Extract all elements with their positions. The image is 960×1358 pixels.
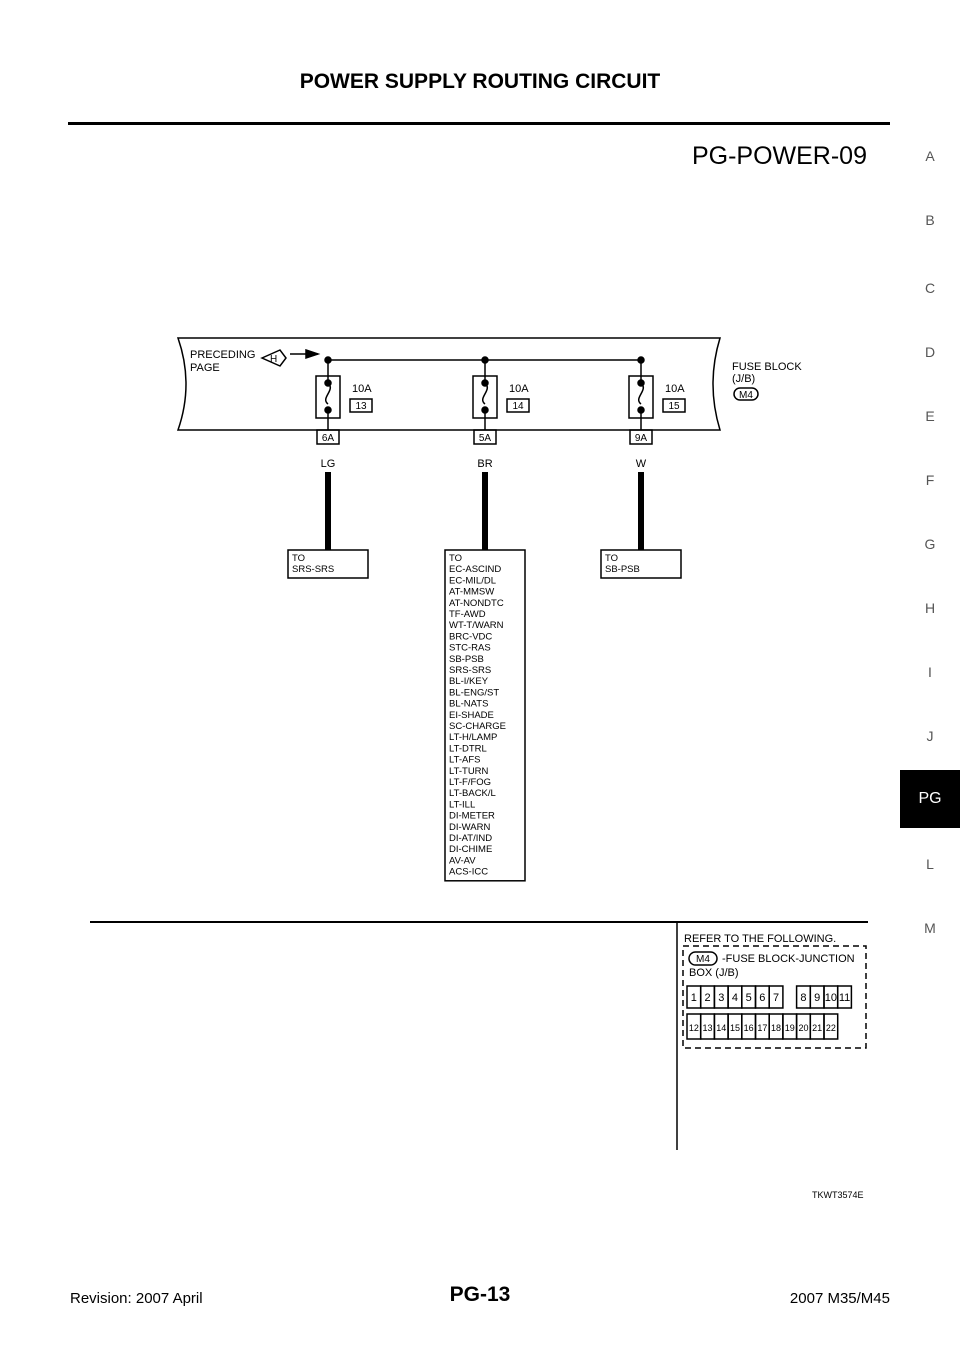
refer-heading: REFER TO THE FOLLOWING. [684, 933, 837, 945]
destination-label: EC-MIL/DL [449, 575, 496, 587]
destination-label: BL-NATS [449, 698, 489, 710]
pin-number: 22 [825, 1023, 836, 1033]
destination-label: SC-CHARGE [449, 721, 507, 732]
pin-number: 13 [702, 1023, 713, 1033]
terminal-label: 9A [634, 433, 648, 444]
section-tab-e[interactable]: E [925, 408, 935, 424]
wire-harness [638, 472, 644, 550]
section-tab-a[interactable]: A [925, 148, 935, 164]
pin-number: 18 [771, 1023, 782, 1033]
pin-number: 11 [838, 992, 851, 1004]
section-tab-j[interactable]: J [926, 728, 934, 744]
destination-label: LT-F/FOG [449, 777, 492, 788]
destination-label: ACS-ICC [449, 866, 489, 878]
destination-label: STC-RAS [449, 642, 491, 654]
destination-label: SB-PSB [605, 564, 640, 576]
pin-number: 9 [814, 992, 821, 1004]
diagram-code: PG-POWER-09 [691, 142, 867, 170]
destination-label: DI-AT/IND [449, 833, 493, 844]
destination-label: WT-T/WARN [449, 620, 504, 632]
wire-harness [482, 472, 488, 550]
destination-label: AV-AV [449, 855, 476, 867]
fuse-block-label: FUSE BLOCK [732, 361, 802, 373]
destination-label: SB-PSB [449, 653, 484, 665]
section-tab-l[interactable]: L [926, 856, 934, 872]
terminal-label: 6A [321, 433, 335, 444]
refer-description: BOX (J/B) [689, 967, 739, 979]
destination-label: TF-AWD [449, 609, 486, 620]
destination-label: SRS-SRS [449, 665, 492, 676]
figure-code: TKWT3574E [812, 1190, 864, 1200]
wire-color-label: BR [477, 458, 493, 470]
destination-label: LT-ILL [449, 799, 476, 811]
fuse-rating: 10A [352, 383, 372, 395]
destination-label: TO [292, 553, 306, 564]
destination-label: EI-SHADE [449, 709, 494, 721]
fuse-block-connector-label: M4 [739, 390, 753, 401]
destination-label: AT-NONDTC [449, 597, 504, 609]
pin-number: 21 [812, 1023, 823, 1033]
pin-number: 6 [759, 992, 766, 1004]
pin-number: 16 [743, 1023, 754, 1033]
revision-label: Revision: 2007 April [70, 1290, 203, 1307]
destination-label: BRC-VDC [449, 631, 493, 643]
wire-color-label: W [635, 458, 647, 470]
pin-number: 4 [731, 992, 739, 1004]
pin-number: 8 [800, 992, 807, 1004]
pin-number: 14 [716, 1023, 727, 1033]
section-tab-g[interactable]: G [924, 536, 936, 552]
destination-label: LT-AFS [449, 754, 481, 766]
fuse-number: 13 [355, 401, 367, 412]
fuse-number: 14 [512, 401, 524, 412]
wire-harness [325, 472, 331, 550]
section-tab-i[interactable]: I [928, 664, 932, 680]
fuse-number: 15 [668, 401, 680, 412]
destination-label: TO [449, 553, 463, 564]
pin-number: 7 [772, 992, 780, 1004]
destination-label: DI-METER [449, 810, 495, 822]
destination-label: EC-ASCIND [449, 564, 502, 576]
fuse-block-label: (J/B) [732, 373, 756, 385]
section-tab-d[interactable]: D [924, 344, 936, 360]
destination-label: SRS-SRS [292, 564, 335, 576]
destination-label: BL-ENG/ST [449, 687, 500, 699]
pin-number: 20 [798, 1023, 809, 1033]
pin-number: 10 [824, 992, 837, 1004]
terminal-label: 5A [478, 433, 492, 444]
wire-color-label: LG [320, 458, 336, 470]
preceding-page-label: PRECEDING [190, 349, 256, 361]
section-tab-f[interactable]: F [925, 472, 935, 488]
destination-label: DI-WARN [449, 821, 491, 833]
section-tab-pg[interactable]: PG [900, 770, 960, 828]
destination-label: TO [605, 553, 619, 564]
pin-number: 3 [718, 992, 725, 1004]
model-label: 2007 M35/M45 [789, 1290, 890, 1307]
destination-label: LT-DTRL [449, 743, 487, 755]
destination-label: LT-H/LAMP [449, 732, 498, 744]
refer-connector-label: M4 [696, 954, 710, 965]
page-title: POWER SUPPLY ROUTING CIRCUIT [299, 70, 661, 93]
pin-number: 15 [729, 1023, 740, 1033]
fuse-rating: 10A [509, 383, 529, 395]
destination-label: LT-BACK/L [449, 788, 496, 800]
destination-label: AT-MMSW [449, 586, 495, 598]
section-tab-c[interactable]: C [924, 280, 936, 296]
refer-description: -FUSE BLOCK-JUNCTION [722, 953, 855, 965]
pin-number: 17 [757, 1023, 768, 1033]
pin-number: 19 [784, 1023, 795, 1033]
arrow-head [306, 350, 318, 358]
connector-h-label: H [270, 354, 278, 365]
fuse-rating: 10A [665, 383, 685, 395]
preceding-page-label: PAGE [190, 362, 220, 374]
destination-label: LT-TURN [449, 765, 489, 777]
destination-label: BL-I/KEY [449, 676, 489, 688]
section-tab-b[interactable]: B [925, 212, 935, 228]
pin-number: 5 [745, 992, 752, 1004]
page-number: PG-13 [449, 1283, 511, 1306]
pin-number: 12 [688, 1023, 699, 1033]
pin-number: 1 [690, 992, 697, 1004]
pin-number: 2 [704, 992, 711, 1004]
section-tab-m[interactable]: M [924, 920, 936, 936]
section-tab-h[interactable]: H [924, 600, 936, 616]
destination-label: DI-CHIME [449, 844, 493, 856]
